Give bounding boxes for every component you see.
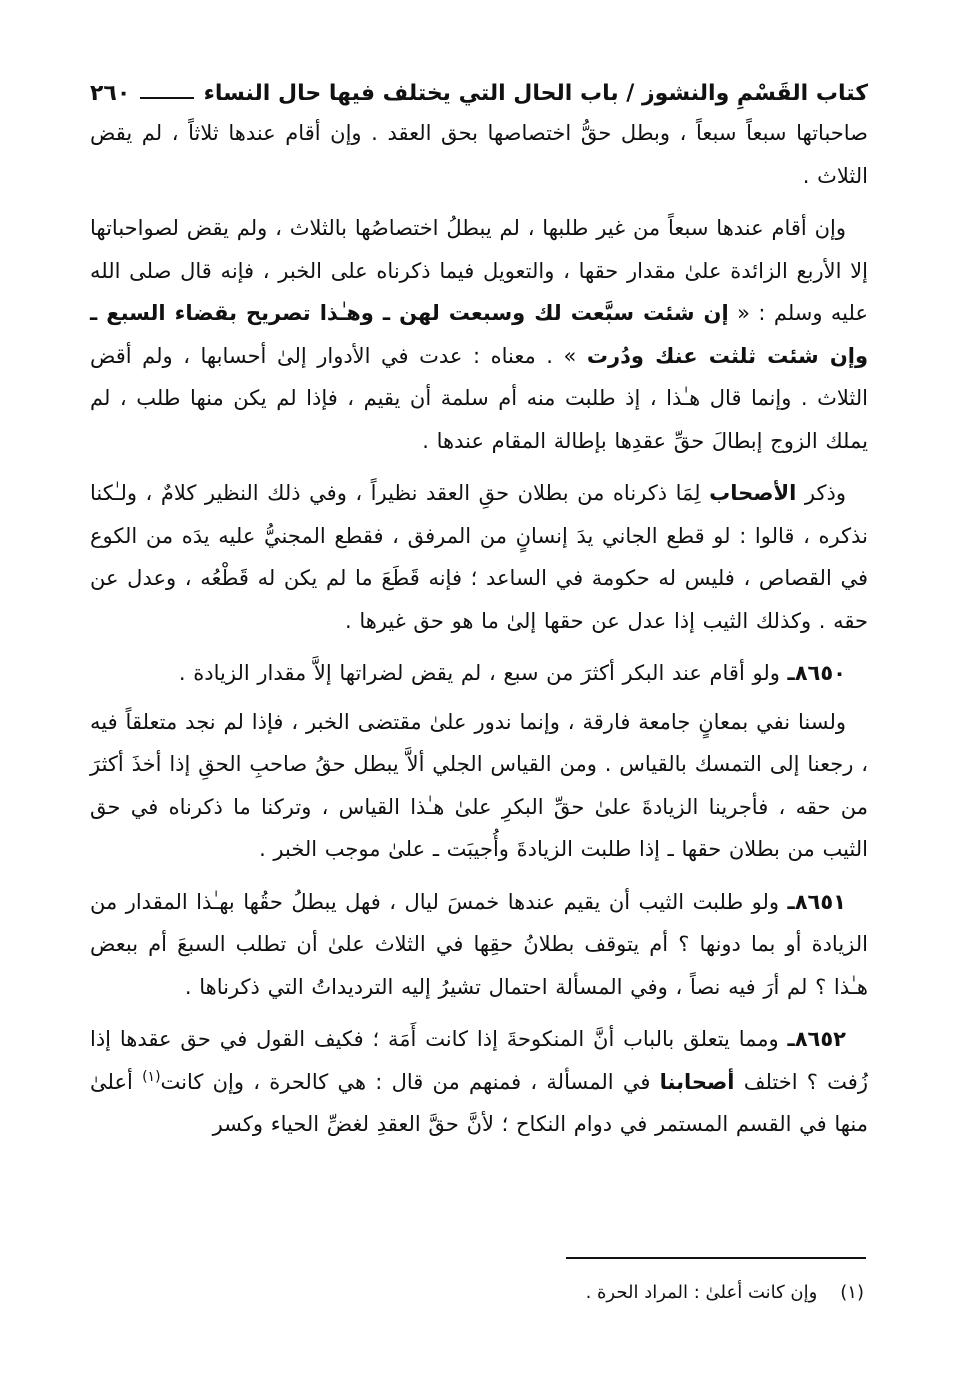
paragraph xyxy=(90,701,868,871)
paragraph-text: أعلىٰ منها في القسم المستمر في دوام النكاح ؛ لأنَّ حقَّ العقدِ لغضِّ الحياء وكسر xyxy=(90,1069,868,1136)
paragraph-text: ولو طلبت الثيب أن يقيم عندها خمسَ ليال ، فهل يبطلُ حقُها بهـٰذا المقدار من الزيادة أو بما دونها ؟ أم يتوقف بطلانُ حقِها في الثلاث علىٰ أن تطلب السبعَ أم ببعض هـٰذا ؟ لم أرَ فيه نصاً ، وفي المسألة احتمال تشيرُ إليه الترديداتُ التي ذكرناها . xyxy=(90,889,868,999)
paragraph-text: ولسنا نفي بمعانٍ جامعة فارقة ، وإنما ندور علىٰ مقتضى الخبر ، فإذا لم نجد متعلقاً فيه ، رجعنا إلى التمسك بالقياس . ومن القياس الجلي ألاَّ يبطل حقُ صاحبِ الحقِ إذا أخذَ أكثرَ من حقه ، فأجرينا الزيادةَ علىٰ حقِّ البكرِ علىٰ هـٰذا القياس ، وتركنا ما ذكرناه في حق الثيب من بطلان حقها ـ إذا طلبت الزيادةَ وأُجيبَت ـ علىٰ موجب الخبر . xyxy=(90,709,868,861)
paragraph-number: ٨٦٥١ـ xyxy=(787,889,846,914)
paragraph xyxy=(90,112,868,197)
hadith-quote: إن شئت سبَّعت لك وسبعت لهن ـ وهـٰذا تصريح بقضاء السبع ـ وإن شئت ثلثت عنك ودُرت xyxy=(90,301,868,368)
paragraph-text: وإن أقام عندها سبعاً من غير طلبها ، لم يبطلُ اختصاصُها بالثلاث ، ولم يقض لصواحباتها إلا الأربع الزائدة علىٰ مقدار حقها ، والتعويل فيما ذكرناه على الخبر ، فإنه قال صلى الله عليه وسلم : « xyxy=(90,216,869,325)
paragraph-text: وذكر xyxy=(796,481,846,505)
numbered-paragraph xyxy=(90,881,868,1009)
page xyxy=(90,76,868,1152)
page-header xyxy=(90,76,868,112)
emphasis: أصحابنا xyxy=(659,1069,735,1094)
paragraph-text: ولو أقام عند البكر أكثرَ من سبع ، لم يقض لضراتها إلاَّ مقدار الزيادة . xyxy=(178,661,788,685)
paragraph-number: ٨٦٥٢ـ xyxy=(787,1027,846,1051)
main-text xyxy=(90,112,868,1146)
footnote-separator xyxy=(566,1257,866,1259)
numbered-paragraph xyxy=(90,1018,868,1146)
emphasis: الأصحاب xyxy=(709,481,797,505)
footnote-reference[interactable]: (١) xyxy=(142,1068,161,1085)
footnote-marker: (١) xyxy=(840,1282,864,1303)
paragraph xyxy=(90,207,868,462)
paragraph-text: صاحباتها سبعاً سبعاً ، وبطل حقُّ اختصاصها بحق العقد . وإن أقام عندها ثلاثاً ، لم يقض الثلاث . xyxy=(90,121,868,188)
paragraph xyxy=(90,472,868,642)
paragraph-text: لِمَا ذكرناه من بطلان حقِ العقد نظيراً ، وفي ذلك النظير كلامٌ ، ولـٰكنا نذكره ، قالوا : لو قطع الجاني يدَ إنسانٍ من المرفق ، فقطع المجنيُّ عليه يدَه من الكوع في القصاص ، فليس له حكومة في الساعد ؛ فإنه قَطَعَ ما لم يكن له قَطْعُه ، وعدل عن حقه . وكذلك الثيب إذا عدل عن حقها إلىٰ ما هو حق غيرها . xyxy=(90,481,868,633)
running-title: كتاب القَسْمِ والنشوز / باب الحال التي يختلف فيها حال النساء xyxy=(203,81,868,106)
paragraph-text: » . معناه : عدت في الأدوار إلىٰ أحسابها ، ولم أقض الثلاث . وإنما قال هـٰذا ، إذ طلبت منه أم سلمة أن يقيم ، فإذا لم يكن منها طلب ، لم يملك الزوج إبطالَ حقِّ عقدِها بإطالة المقام عندها . xyxy=(90,343,868,453)
page-number: ٢٦٠ xyxy=(90,81,131,106)
footnote xyxy=(586,1278,864,1308)
paragraph-number: ٨٦٥٠ـ xyxy=(787,661,846,685)
numbered-paragraph xyxy=(90,652,868,695)
paragraph-text: ومما يتعلق بالباب أنَّ المنكوحةَ إذا كانت أَمَة ؛ فكيف القول في حق عقدها إذا زُفت ؟ اختلف xyxy=(90,1027,868,1094)
paragraph-text: في المسألة ، فمنهم من قال : هي كالحرة ، وإن كانت xyxy=(160,1069,660,1094)
header-rule xyxy=(140,97,193,99)
footnote-text: وإن كانت أعلىٰ : المراد الحرة . xyxy=(585,1282,818,1303)
